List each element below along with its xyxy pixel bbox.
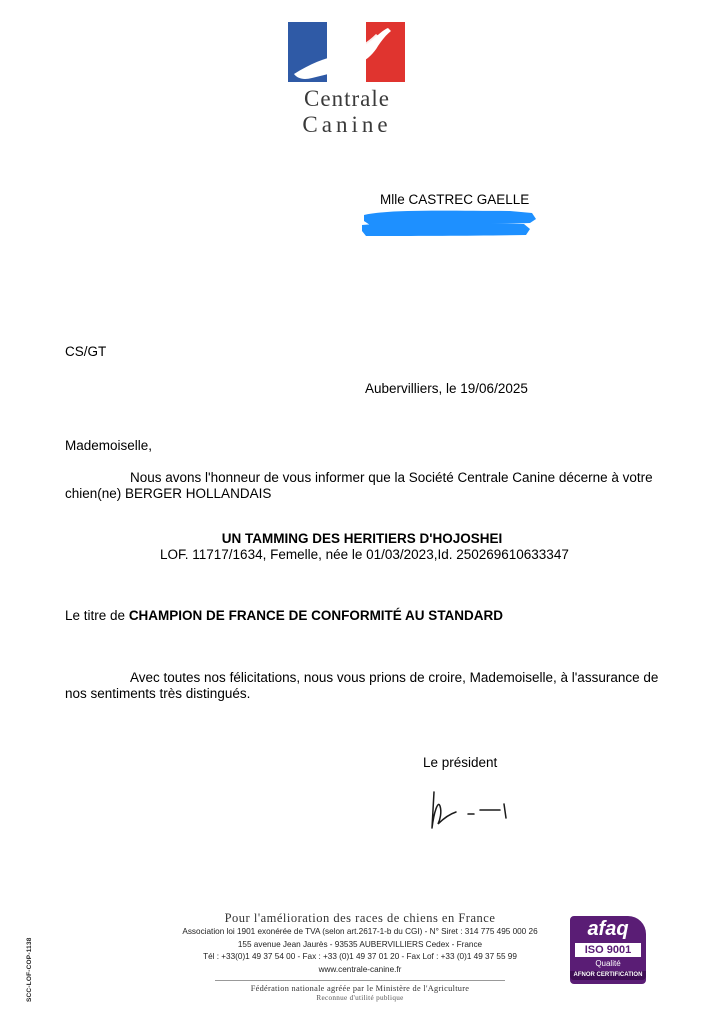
title-name: CHAMPION DE FRANCE DE CONFORMITÉ AU STANDARD <box>128 608 504 623</box>
afaq-brand: afaq <box>587 918 629 940</box>
footer-federation: Fédération nationale agréée par le Ministère de l'Agriculture <box>250 984 470 993</box>
footer-website[interactable]: www.centrale-canine.fr <box>318 964 402 974</box>
footer-phone: Tél : +33(0)1 49 37 54 00 - Fax : +33 (0)1 49 37 01 20 - Fax Lof : +33 (0)1 49 37 55 99 <box>203 952 517 961</box>
recipient-name: Mlle CASTREC GAELLE <box>380 192 530 207</box>
footer-legal: Association loi 1901 exonérée de TVA (selon art.2617-1-b du CGI) - N° Siret : 314 775 495 000 26 <box>182 927 538 936</box>
logo-word-canine: Canine <box>302 112 392 137</box>
intro-line-2: chien(ne) BERGER HOLLANDAIS <box>65 486 272 501</box>
document-code: SCC-LOF-COP-1138 <box>26 937 33 1002</box>
footer-utility: Reconnue d'utilité publique <box>316 994 404 1002</box>
reference-code: CS/GT <box>65 344 107 359</box>
footer-tagline: Pour l'amélioration des races de chiens en France <box>224 911 496 925</box>
afaq-certification-badge <box>570 916 646 984</box>
logo-word-centrale: Centrale <box>304 86 390 111</box>
footer-divider <box>215 980 505 981</box>
leaping-dog-logo-icon <box>288 22 405 82</box>
dog-details: LOF. 11717/1634, Femelle, née le 01/03/2023,Id. 250269610633347 <box>160 547 569 562</box>
intro-line-1: Nous avons l'honneur de vous informer que la Société Centrale Canine décerne à votre <box>130 470 653 485</box>
redacted-address <box>360 205 540 241</box>
closing-line-2: nos sentiments très distingués. <box>65 686 251 701</box>
footer-address: 155 avenue Jean Jaurès - 93535 AUBERVILLIERS Cedex - France <box>237 939 483 949</box>
title-prefix: Le titre de <box>65 608 126 623</box>
president-signature <box>428 788 518 832</box>
closing-line-1: Avec toutes nos félicitations, nous vous prions de croire, Mademoiselle, à l'assurance de <box>130 670 659 685</box>
place-and-date: Aubervilliers, le 19/06/2025 <box>365 381 528 396</box>
salutation: Mademoiselle, <box>65 438 153 453</box>
afaq-body: AFNOR CERTIFICATION <box>570 971 646 980</box>
afaq-label: Qualité <box>595 959 621 968</box>
dog-name: UN TAMMING DES HERITIERS D'HOJOSHEI <box>221 531 503 546</box>
footer <box>160 911 560 1003</box>
signatory-title: Le président <box>423 755 498 770</box>
title-awarded <box>65 608 503 624</box>
afaq-standard: ISO 9001 <box>575 943 641 957</box>
